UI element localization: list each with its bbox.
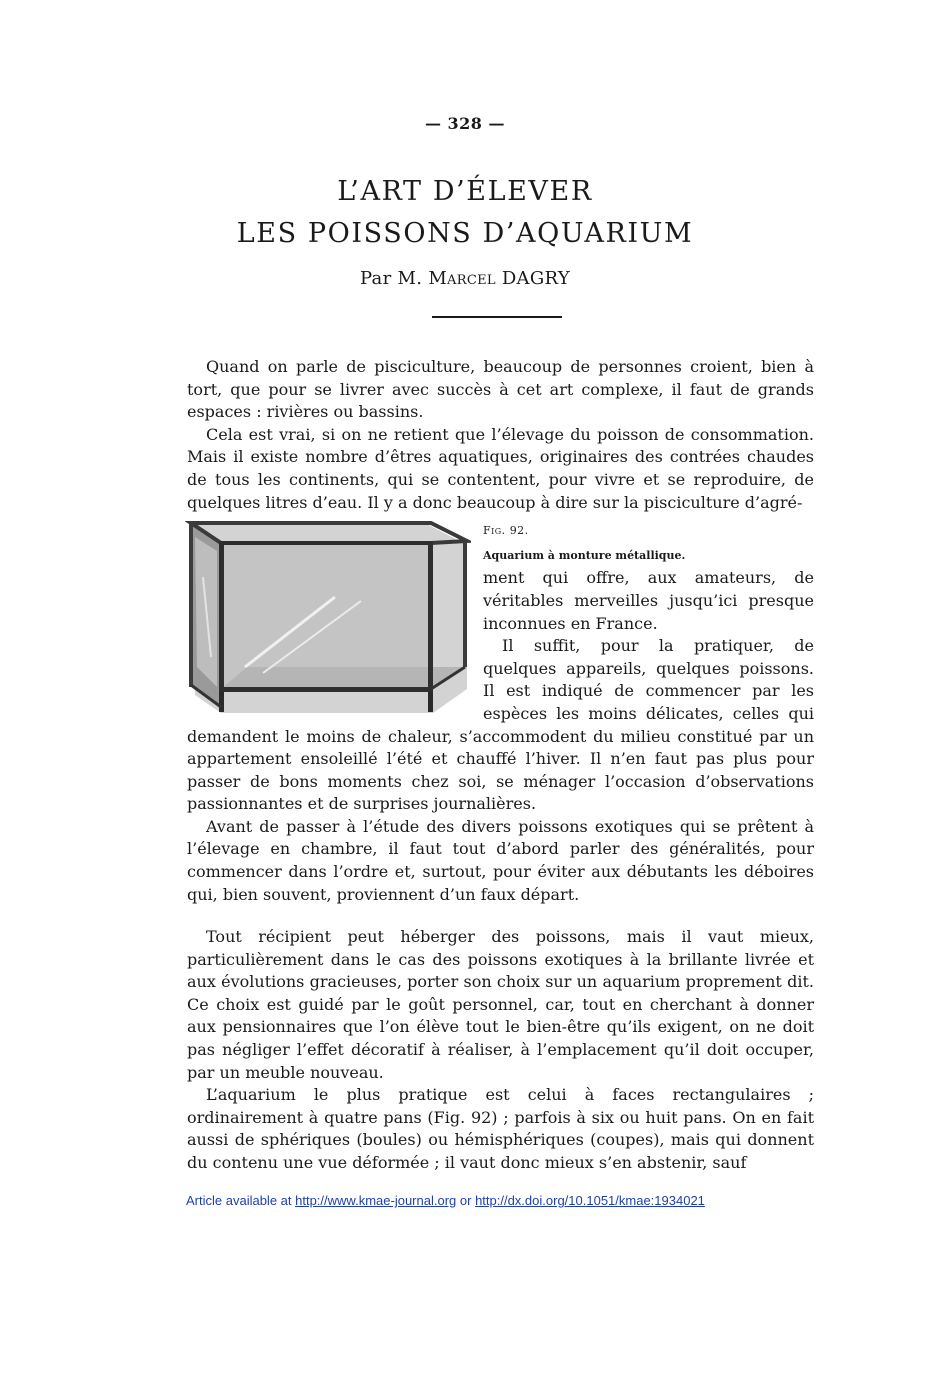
title-divider — [432, 316, 562, 318]
figure-92 — [185, 517, 471, 715]
aquarium-illustration — [185, 517, 471, 715]
article-body-part-1 — [187, 356, 814, 906]
author-first-name: Marcel — [428, 268, 496, 289]
article-title-line-2: LES POISSONS D’AQUARIUM — [236, 218, 694, 249]
footer-prefix: Article available at — [186, 1193, 292, 1208]
paragraph-1: Quand on parle de pisciculture, beaucoup de personnes croient, bien à tort, que pour se livrer avec succès à cet art complexe, il faut de grands espaces : rivières ou bassins. — [187, 357, 814, 422]
journal-link[interactable]: http://www.kmae-journal.org — [295, 1193, 457, 1208]
paragraph-2-end: ment qui offre, aux amateurs, de véritables merveilles jusqu’ici presque inconnues en France. — [483, 568, 814, 633]
figure-caption: Aquarium à monture métallique. — [483, 548, 686, 562]
byline-prefix: Par M. — [359, 268, 423, 289]
availability-footer — [186, 1193, 705, 1208]
article-body-part-2 — [187, 926, 814, 1175]
figure-number: Fig. 92. — [483, 524, 529, 538]
paragraph-5: Tout récipient peut héberger des poissons, mais il vaut mieux, particulièrement dans le cas des poissons exotiques à la brillante livrée et aux évolutions gracieuses, porter son choix sur un aquarium proprement dit. Ce choix est guidé par le goût personnel, car, tout en cherchant à donner aux pensionnaires que l’on élève tout le bien-être qu’ils exigent, on ne doit pas négliger l’effet décoratif à réaliser, à l’emplacement qu’il doit occuper, par un meuble nouveau. — [187, 927, 814, 1082]
paragraph-2 — [187, 424, 814, 514]
paragraph-4: Avant de passer à l’étude des divers poissons exotiques qui se prêtent à l’élevage en chambre, il faut tout d’abord parler des généralités, pour commencer dans l’ordre et, surtout, pour éviter aux débutants les déboires qui, bien souvent, proviennent d’un faux départ. — [187, 816, 814, 904]
doi-link[interactable]: http://dx.doi.org/10.1051/kmae:1934021 — [475, 1193, 705, 1208]
paragraph-3: Il suffit, pour la pratiquer, de quelques appareils, quelques poissons. Il est indiqué de commencer par les espèces les moins délicates, celles qui demandent le moins de chaleur, s’accommodent du milieu constitué par un appartement ensoleillé l’été et chauffé l’hiver. Il n’en faut pas plus pour passer de bons moments chez soi, se ménager l’occasion d’observations passionnantes et de surprises journalières. — [187, 636, 814, 814]
paragraph-6: L’aquarium le plus pratique est celui à faces rectangulaires ; ordinairement à quatre pans (Fig. 92) ; parfois à six ou huit pans. On en fait aussi de sphériques (boules) ou hémisphériques (coupes), mais qui donnent du contenu une vue déformée ; il vaut donc mieux s’en abstenir, sauf — [187, 1085, 814, 1172]
footer-middle: or — [459, 1193, 472, 1208]
byline — [0, 268, 930, 289]
paragraph-2-start: Cela est vrai, si on ne retient que l’élevage du poisson de consommation. Mais il existe nombre d’êtres aquatiques, originaires des contrées chaudes de tous les continents, qui se contentent, pour vivre et se reproduire, de quelques litres d’eau. Il y a donc beaucoup à dire sur la pisciculture d’agré- — [187, 424, 814, 512]
author-last-name: DAGRY — [501, 268, 571, 289]
page-number: — 328 — — [424, 114, 506, 133]
article-title-line-1: L’ART D’ÉLEVER — [337, 176, 593, 207]
